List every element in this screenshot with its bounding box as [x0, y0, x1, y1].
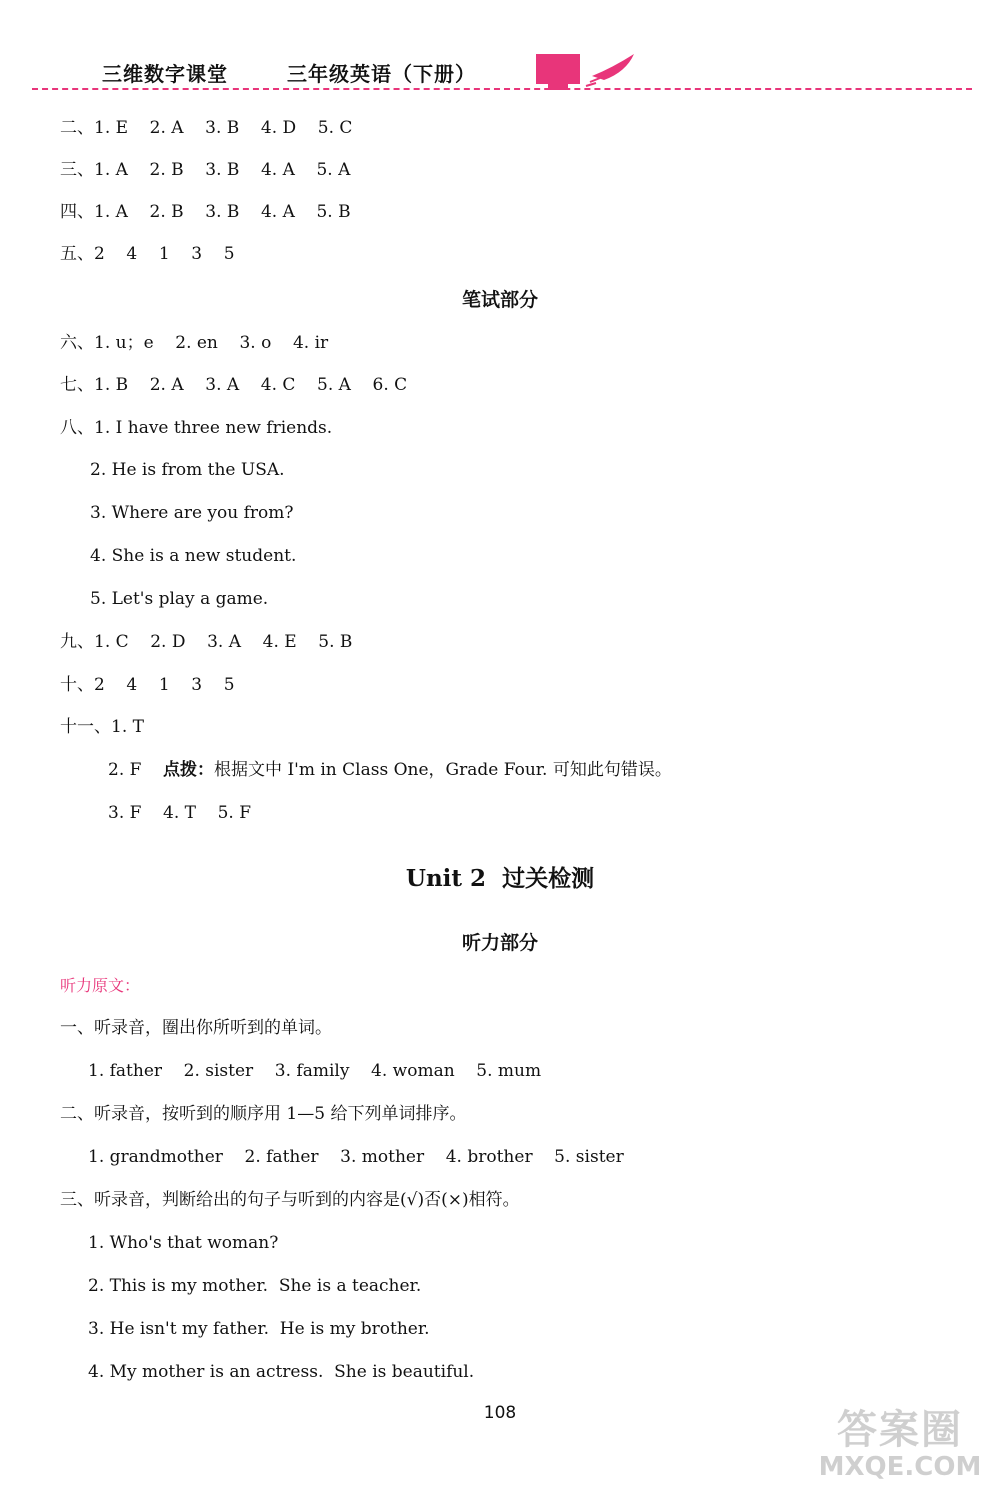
book-title: 三年级英语（下册）: [287, 62, 476, 86]
listening-line: 3. He isn't my father. He is my brother.: [88, 1319, 430, 1339]
listening-line: 一、听录音，圈出你所听到的单词。: [60, 1018, 332, 1038]
section-heading-listening: 听力部分: [461, 932, 538, 954]
answer-line-qi: 七、1. B 2. A 3. A 4. C 5. A 6. C: [60, 375, 408, 395]
answer-line-wu: 五、2 4 1 3 5: [60, 244, 235, 264]
watermark-logo: [810, 1398, 990, 1486]
answer-line-shi: 十、2 4 1 3 5: [60, 675, 235, 695]
answer-line-jiu: 九、1. C 2. D 3. A 4. E 5. B: [60, 632, 353, 652]
answer-line-er: 二、1. E 2. A 3. B 4. D 5. C: [60, 118, 353, 138]
watermark-top-text: 答案圈: [837, 1407, 963, 1453]
listening-line: 1. father 2. sister 3. family 4. woman 5. mum: [88, 1061, 542, 1081]
listening-line: 二、听录音，按听到的顺序用 1—5 给下列单词排序。: [60, 1104, 467, 1124]
tip-label: 点拨：: [163, 760, 215, 780]
series-title: 三维数字课堂: [102, 62, 228, 86]
answer-line-ba5: 5. Let's play a game.: [90, 589, 269, 609]
listening-line: 三、听录音，判断给出的句子与听到的内容是(√)否(×)相符。: [60, 1190, 520, 1210]
answer-line-ba3: 3. Where are you from?: [90, 503, 294, 523]
listening-line: 1. grandmother 2. father 3. mother 4. brother 5. sister: [88, 1147, 624, 1167]
answer-line-san: 三、1. A 2. B 3. B 4. A 5. A: [60, 160, 351, 180]
answer-line-ba4: 4. She is a new student.: [90, 546, 297, 566]
answer-line-ba2: 2. He is from the USA.: [90, 460, 285, 480]
watermark-bottom-text: MXQE.COM: [818, 1452, 982, 1482]
unit-heading: Unit 2 过关检测: [405, 865, 595, 892]
answer-line-ba1: 八、1. I have three new friends.: [60, 418, 333, 438]
answer-line-liu: 六、1. u；e 2. en 3. o 4. ir: [60, 333, 329, 353]
tip-text: 根据文中 I'm in Class One，Grade Four. 可知此句错误。: [214, 760, 672, 780]
header-dashed-rule: [32, 88, 972, 90]
listening-line: 4. My mother is an actress. She is beautiful.: [88, 1362, 475, 1382]
answer-line-si: 四、1. A 2. B 3. B 4. A 5. B: [60, 202, 351, 222]
answer-line-shiyi: 十一、1. T: [60, 717, 144, 737]
page-number: 108: [483, 1403, 517, 1423]
answer-line-tip: [108, 758, 672, 782]
listening-line: 2. This is my mother. She is a teacher.: [88, 1276, 422, 1296]
rocket-logo-icon: [534, 50, 644, 92]
listening-line: 1. Who's that woman?: [88, 1233, 279, 1253]
tip-number: 2. F: [108, 760, 142, 780]
page-header: [0, 0, 1000, 100]
answer-line-shiyi3: 3. F 4. T 5. F: [108, 803, 252, 823]
listening-script-label: 听力原文：: [60, 976, 141, 995]
section-heading-written: 笔试部分: [461, 289, 538, 311]
